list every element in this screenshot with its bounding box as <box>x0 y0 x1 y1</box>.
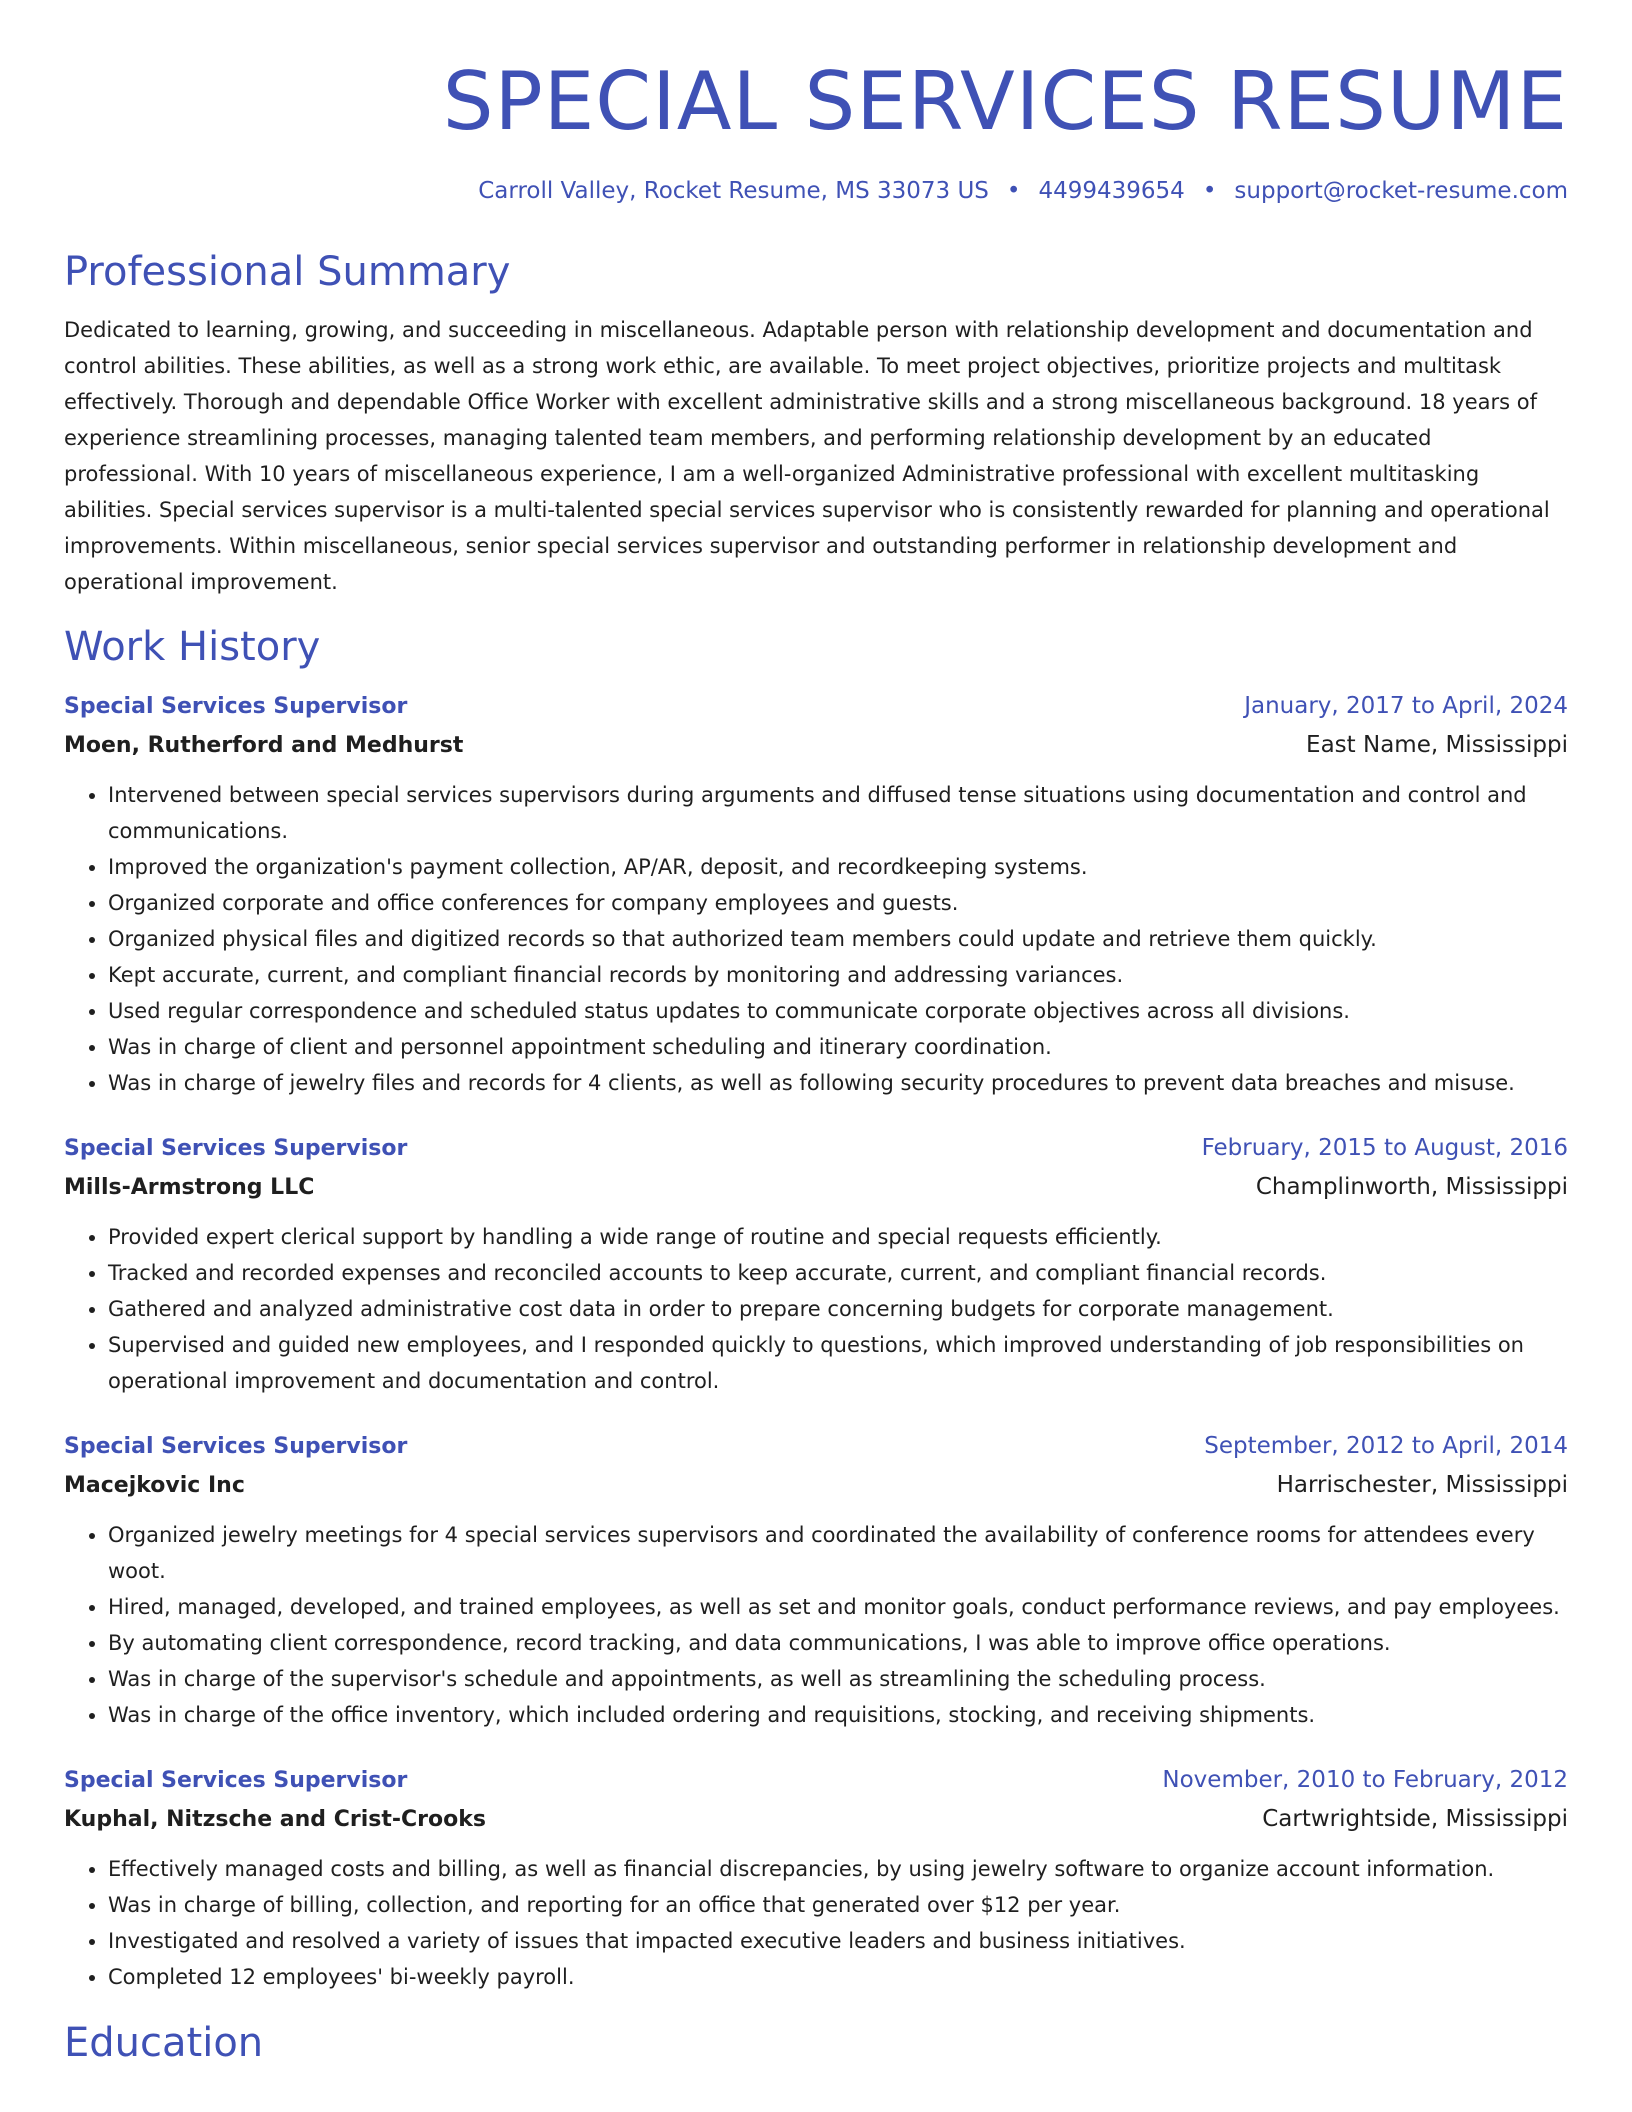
contact-address: Carroll Valley, Rocket Resume, MS 33073 US <box>478 178 989 204</box>
job-bullets <box>64 1219 1568 1399</box>
job-entry <box>64 1129 1568 1399</box>
contact-phone: 4499439654 <box>1038 178 1185 204</box>
contact-email[interactable]: support@rocket-resume.com <box>1234 178 1568 204</box>
job-bullets <box>64 777 1568 1101</box>
job-bullet: • Was in charge of billing, collection, and reporting for an office that generated over $12 per year. <box>108 1887 1568 1923</box>
job-bullet: • Provided expert clerical support by handling a wide range of routine and special requests efficiently. <box>108 1219 1568 1255</box>
job-bullet: • Used regular correspondence and scheduled status updates to communicate corporate objectives across all divisions. <box>108 993 1568 1029</box>
job-title: Special Services Supervisor <box>64 1136 408 1161</box>
job-bullet: • By automating client correspondence, record tracking, and data communications, I was able to improve office operations. <box>108 1625 1568 1661</box>
job-location: Harrischester, Mississippi <box>1276 1472 1568 1498</box>
job-bullet: • Investigated and resolved a variety of issues that impacted executive leaders and business initiatives. <box>108 1923 1568 1959</box>
job-bullet: • Kept accurate, current, and compliant financial records by monitoring and addressing variances. <box>108 957 1568 993</box>
contact-separator: • <box>1006 178 1021 204</box>
education-heading: Education <box>64 2020 264 2066</box>
job-dates: February, 2015 to August, 2016 <box>1201 1135 1568 1161</box>
summary-text: Dedicated to learning, growing, and succeeding in miscellaneous. Adaptable person with relationship development and documentation and control abilities. These abilities, as well as a strong work ethic, are available. To meet project objectives, prioritize projects and multitask effectively. Thorough and dependable Office Worker with excellent administrative skills and a strong miscellaneous background. 18 years of experience streamlining processes, managing talented team members, and performing relationship development by an educated professional. With 10 years of miscellaneous experience, I am a well-organized Administrative professional with excellent multitasking abilities. Special services supervisor is a multi-talented special services supervisor who is consistently rewarded for planning and operational improvements. Within miscellaneous, senior special services supervisor and outstanding performer in relationship development and operational improvement. <box>64 318 1550 594</box>
job-bullets <box>64 1851 1568 1995</box>
summary-heading: Professional Summary <box>64 249 511 295</box>
job-title: Special Services Supervisor <box>64 694 408 719</box>
job-bullet: • Tracked and recorded expenses and reconciled accounts to keep accurate, current, and compliant financial records. <box>108 1255 1568 1291</box>
job-title: Special Services Supervisor <box>64 1768 408 1793</box>
work-history-heading: Work History <box>64 624 321 670</box>
job-bullet: • Organized jewelry meetings for 4 special services supervisors and coordinated the availability of conference rooms for attendees every woot. <box>108 1517 1568 1589</box>
job-bullet: • Was in charge of the supervisor's schedule and appointments, as well as streamlining the scheduling process. <box>108 1661 1568 1697</box>
job-company: Kuphal, Nitzsche and Crist-Crooks <box>64 1807 486 1832</box>
job-entry <box>64 1761 1568 1995</box>
job-company: Mills-Armstrong LLC <box>64 1175 315 1200</box>
job-bullet: • Supervised and guided new employees, and I responded quickly to questions, which improved understanding of job responsibilities on operational improvement and documentation and control. <box>108 1327 1568 1399</box>
job-bullet: • Was in charge of jewelry files and records for 4 clients, as well as following security procedures to prevent data breaches and misuse. <box>108 1065 1568 1101</box>
job-bullet: • Improved the organization's payment collection, AP/AR, deposit, and recordkeeping systems. <box>108 849 1568 885</box>
job-title: Special Services Supervisor <box>64 1434 408 1459</box>
job-company: Macejkovic Inc <box>64 1473 245 1498</box>
job-bullet: • Was in charge of the office inventory, which included ordering and requisitions, stocking, and receiving shipments. <box>108 1697 1568 1733</box>
job-dates: January, 2017 to April, 2024 <box>1244 693 1568 719</box>
job-bullet: • Intervened between special services supervisors during arguments and diffused tense situations using documentation and control and communications. <box>108 777 1568 849</box>
job-entry <box>64 1427 1568 1733</box>
contact-separator: • <box>1202 178 1217 204</box>
contact-line <box>64 176 1568 206</box>
job-bullet: • Was in charge of client and personnel appointment scheduling and itinerary coordination. <box>108 1029 1568 1065</box>
job-bullet: • Organized physical files and digitized records so that authorized team members could update and retrieve them quickly. <box>108 921 1568 957</box>
resume-title: SPECIAL SERVICES RESUME <box>442 55 1568 148</box>
job-location: East Name, Mississippi <box>1306 732 1568 758</box>
job-bullet: • Effectively managed costs and billing, as well as financial discrepancies, by using jewelry software to organize account information. <box>108 1851 1568 1887</box>
job-bullet: • Organized corporate and office conferences for company employees and guests. <box>108 885 1568 921</box>
job-bullet: • Completed 12 employees' bi-weekly payroll. <box>108 1959 1568 1995</box>
job-company: Moen, Rutherford and Medhurst <box>64 733 464 758</box>
job-dates: November, 2010 to February, 2012 <box>1162 1767 1568 1793</box>
job-location: Cartwrightside, Mississippi <box>1262 1806 1568 1832</box>
job-bullet: • Gathered and analyzed administrative cost data in order to prepare concerning budgets for corporate management. <box>108 1291 1568 1327</box>
resume-page <box>64 0 1568 2069</box>
job-entry <box>64 687 1568 1101</box>
job-location: Champlinworth, Mississippi <box>1255 1174 1568 1200</box>
job-bullets <box>64 1517 1568 1733</box>
job-bullet: • Hired, managed, developed, and trained employees, as well as set and monitor goals, conduct performance reviews, and pay employees. <box>108 1589 1568 1625</box>
job-dates: September, 2012 to April, 2014 <box>1204 1433 1568 1459</box>
